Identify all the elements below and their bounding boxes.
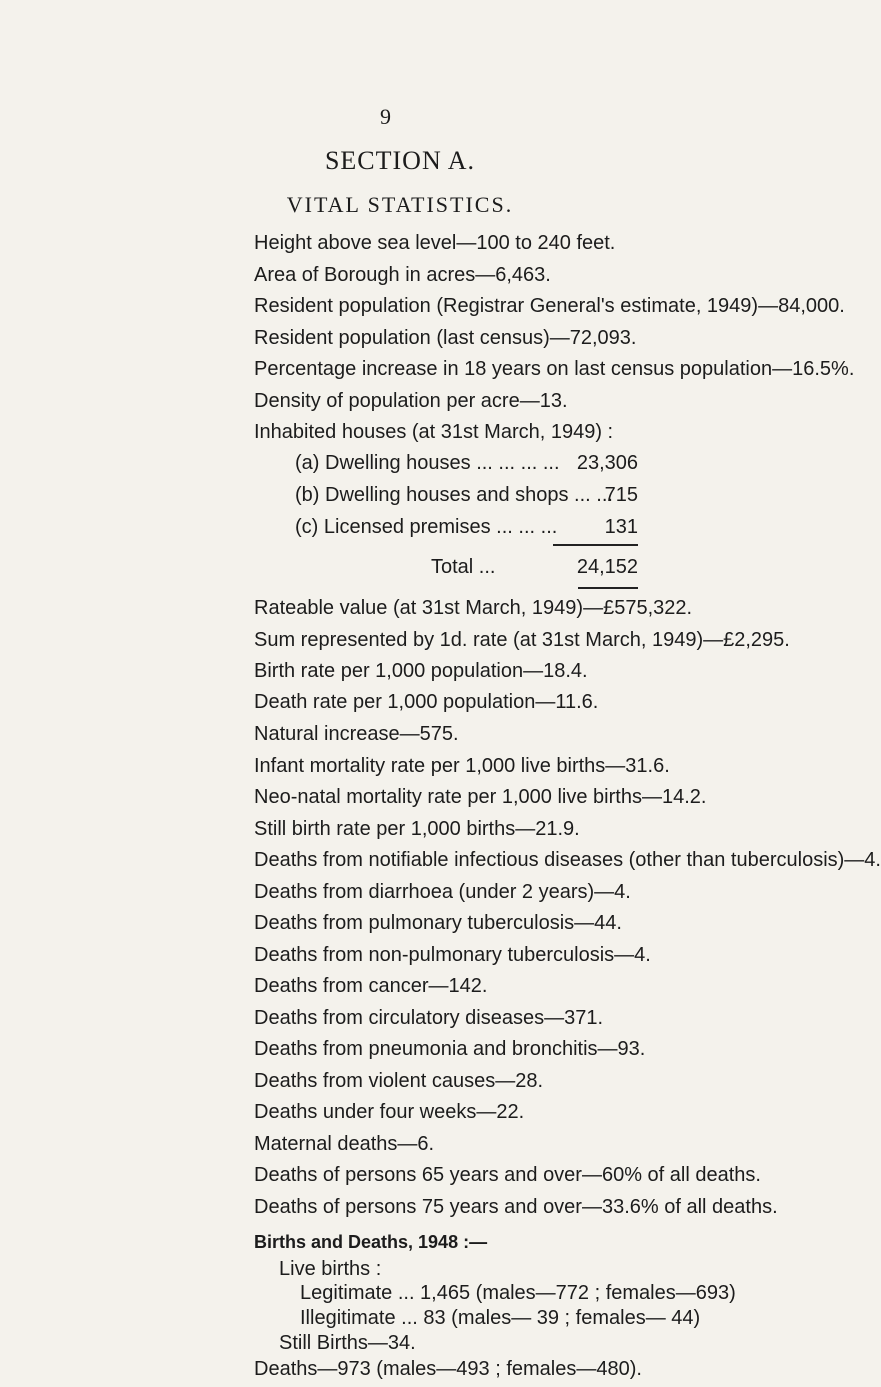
- house-row-label: (c) Licensed premises ... ... ...: [295, 516, 558, 538]
- illegitimate-line: Illegitimate ... 83 (males— 39 ; females— 44): [300, 1307, 701, 1329]
- house-row-value: 715: [604, 484, 638, 506]
- house-row-label: (b) Dwelling houses and shops ... ...: [295, 484, 613, 506]
- house-row-label: (a) Dwelling houses ... ... ... ...: [295, 452, 560, 474]
- stat-line: Resident population (last census)—72,093.: [254, 327, 637, 349]
- stat-line: Deaths of persons 65 years and over—60% of all deaths.: [254, 1164, 761, 1186]
- stat-line: Deaths from pulmonary tuberculosis—44.: [254, 912, 622, 934]
- legitimate-line: Legitimate ... 1,465 (males—772 ; females—693): [300, 1282, 736, 1304]
- still-births-line: Still Births—34.: [279, 1332, 416, 1354]
- stat-line: Height above sea level—100 to 240 feet.: [254, 232, 616, 254]
- stat-line: Natural increase—575.: [254, 723, 459, 745]
- stat-line: Maternal deaths—6.: [254, 1133, 435, 1155]
- births-deaths-heading: Births and Deaths, 1948 :—: [254, 1232, 488, 1252]
- section-title: SECTION A.: [324, 146, 476, 175]
- stat-line: Density of population per acre—13.: [254, 390, 568, 412]
- stat-line: Deaths from violent causes—28.: [254, 1070, 544, 1092]
- stat-line: Deaths from non-pulmonary tuberculosis—4.: [254, 944, 651, 966]
- stat-line: Neo-natal mortality rate per 1,000 live births—14.2.: [254, 786, 707, 808]
- stat-line: Birth rate per 1,000 population—18.4.: [254, 660, 588, 682]
- live-births-label: Live births :: [279, 1258, 382, 1280]
- stat-line: Area of Borough in acres—6,463.: [254, 264, 551, 286]
- stat-line: Deaths of persons 75 years and over—33.6% of all deaths.: [254, 1196, 778, 1218]
- stat-line: Infant mortality rate per 1,000 live births—31.6.: [254, 755, 670, 777]
- total-rule-top: [553, 544, 638, 546]
- stat-line: Still birth rate per 1,000 births—21.9.: [254, 818, 580, 840]
- total-label: Total ...: [431, 556, 496, 578]
- deaths-line: Deaths—973 (males—493 ; females—480).: [254, 1358, 642, 1380]
- stat-line: Deaths under four weeks—22.: [254, 1101, 525, 1123]
- stat-line: Deaths from diarrhoea (under 2 years)—4.: [254, 881, 631, 903]
- house-row-value: 23,306: [576, 452, 638, 474]
- stat-line: Sum represented by 1d. rate (at 31st March, 1949)—£2,295.: [254, 629, 790, 651]
- page-number: 9: [380, 104, 391, 129]
- stat-line: Resident population (Registrar General's estimate, 1949)—84,000.: [254, 295, 845, 317]
- total-value: 24,152: [576, 556, 638, 578]
- stat-line: Deaths from pneumonia and bronchitis—93.: [254, 1038, 646, 1060]
- stat-line: Deaths from circulatory diseases—371.: [254, 1007, 604, 1029]
- vital-statistics-title: VITAL STATISTICS.: [286, 192, 514, 217]
- stat-line: Inhabited houses (at 31st March, 1949) :: [254, 421, 614, 443]
- stat-line: Deaths from cancer—142.: [254, 975, 488, 997]
- stat-line: Deaths from notifiable infectious diseases (other than tuberculosis)—4.: [254, 849, 881, 871]
- stat-line: Percentage increase in 18 years on last census population—16.5%.: [254, 358, 855, 380]
- stat-line: Rateable value (at 31st March, 1949)—£575,322.: [254, 597, 693, 619]
- stat-line: Death rate per 1,000 population—11.6.: [254, 691, 599, 713]
- house-row-value: 131: [604, 516, 638, 538]
- total-rule-bottom: [578, 587, 638, 589]
